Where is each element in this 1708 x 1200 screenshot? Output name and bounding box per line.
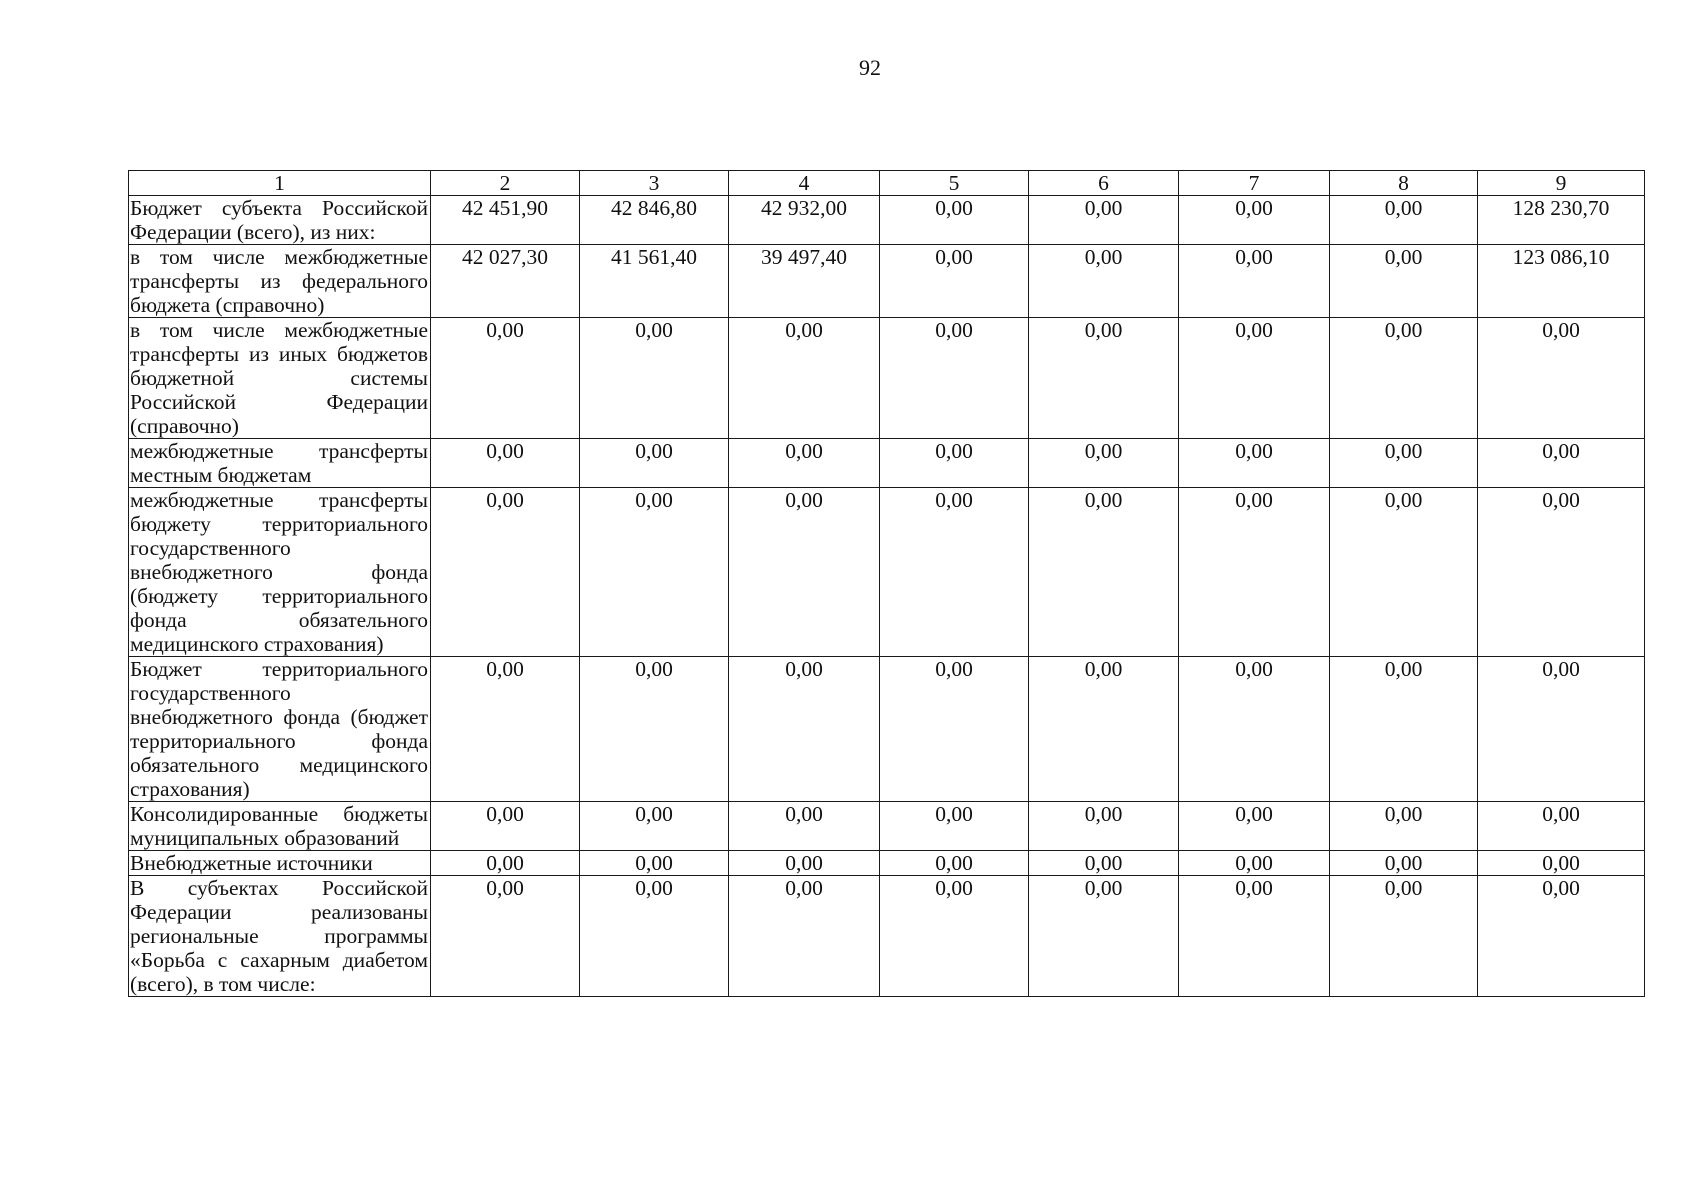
- table-row: [129, 802, 1645, 851]
- row-label: в том числе межбюджетные трансферты из федерального бюджета (справочно): [129, 245, 431, 318]
- column-header: 9: [1478, 171, 1645, 196]
- row-label: в том числе межбюджетные трансферты из иных бюджетов бюджетной системы Российской Федерации (справочно): [129, 318, 431, 439]
- column-header: 1: [129, 171, 431, 196]
- table-cell: 123 086,10: [1478, 245, 1645, 318]
- table-cell: 0,00: [1029, 196, 1179, 245]
- table-cell: 0,00: [1478, 439, 1645, 488]
- table-cell: 128 230,70: [1478, 196, 1645, 245]
- column-header: 8: [1330, 171, 1478, 196]
- table-cell: 0,00: [1179, 488, 1330, 657]
- table-row: [129, 851, 1645, 876]
- table-cell: 0,00: [1330, 851, 1478, 876]
- table-cell: 0,00: [1330, 488, 1478, 657]
- table-cell: 42 932,00: [729, 196, 880, 245]
- table-cell: 0,00: [1029, 318, 1179, 439]
- table-cell: 0,00: [880, 876, 1029, 997]
- table-cell: 0,00: [1029, 876, 1179, 997]
- table-cell: 0,00: [1029, 657, 1179, 802]
- page-number: 92: [859, 55, 881, 80]
- table-row: [129, 439, 1645, 488]
- table-cell: 0,00: [1330, 657, 1478, 802]
- table-cell: 0,00: [880, 657, 1029, 802]
- table-cell: 42 027,30: [431, 245, 580, 318]
- table-cell: 41 561,40: [580, 245, 729, 318]
- table-row: [129, 876, 1645, 997]
- table-cell: 0,00: [1179, 439, 1330, 488]
- table-cell: 0,00: [880, 245, 1029, 318]
- table-cell: 0,00: [880, 802, 1029, 851]
- table-cell: 0,00: [580, 488, 729, 657]
- column-header: 7: [1179, 171, 1330, 196]
- column-header: 4: [729, 171, 880, 196]
- table-row: [129, 488, 1645, 657]
- table-cell: 0,00: [1478, 657, 1645, 802]
- table-cell: 0,00: [1029, 802, 1179, 851]
- table-cell: 0,00: [1330, 318, 1478, 439]
- table-cell: 42 451,90: [431, 196, 580, 245]
- table-cell: 0,00: [431, 488, 580, 657]
- table-cell: 0,00: [580, 802, 729, 851]
- table-cell: 0,00: [1478, 318, 1645, 439]
- table-body: [129, 196, 1645, 997]
- table-cell: 0,00: [580, 851, 729, 876]
- row-label: Внебюджетные источники: [129, 851, 431, 876]
- table-cell: 0,00: [1478, 876, 1645, 997]
- table-row: [129, 245, 1645, 318]
- table-cell: 0,00: [1179, 245, 1330, 318]
- table-cell: 0,00: [1029, 851, 1179, 876]
- table-cell: 0,00: [880, 196, 1029, 245]
- table-cell: 0,00: [1179, 876, 1330, 997]
- column-header: 6: [1029, 171, 1179, 196]
- table-cell: 0,00: [431, 439, 580, 488]
- row-label: В субъектах Российской Федерации реализованы региональные программы «Борьба с сахарным диабетом (всего), в том числе:: [129, 876, 431, 997]
- table-cell: 0,00: [1179, 851, 1330, 876]
- table-cell: 0,00: [1330, 196, 1478, 245]
- column-header: 5: [880, 171, 1029, 196]
- column-header: 3: [580, 171, 729, 196]
- table-cell: 39 497,40: [729, 245, 880, 318]
- table-header: [129, 171, 1645, 196]
- row-label: Консолидированные бюджеты муниципальных образований: [129, 802, 431, 851]
- table-cell: 0,00: [580, 439, 729, 488]
- table-cell: 0,00: [580, 876, 729, 997]
- row-label: Бюджет территориального государственного внебюджетного фонда (бюджет территориального фонда обязательного медицинского страхования): [129, 657, 431, 802]
- table-cell: 0,00: [1478, 488, 1645, 657]
- table-cell: 0,00: [1179, 196, 1330, 245]
- table-cell: 0,00: [431, 318, 580, 439]
- row-label: межбюджетные трансферты бюджету территориального государственного внебюджетного фонда (бюджету территориального фонда обязательного медицинского страхования): [129, 488, 431, 657]
- table-cell: 0,00: [1179, 802, 1330, 851]
- table-cell: 0,00: [1330, 439, 1478, 488]
- table-cell: 0,00: [1029, 245, 1179, 318]
- row-label: Бюджет субъекта Российской Федерации (всего), из них:: [129, 196, 431, 245]
- table-cell: 0,00: [729, 657, 880, 802]
- table-cell: 0,00: [1029, 439, 1179, 488]
- table-cell: 0,00: [880, 439, 1029, 488]
- table-cell: 0,00: [880, 851, 1029, 876]
- table-cell: 0,00: [729, 851, 880, 876]
- table-cell: 0,00: [729, 488, 880, 657]
- table-cell: 0,00: [1330, 245, 1478, 318]
- table-row: [129, 657, 1645, 802]
- table-row: [129, 318, 1645, 439]
- table-cell: 0,00: [1478, 851, 1645, 876]
- table-cell: 0,00: [431, 657, 580, 802]
- table-cell: 0,00: [729, 802, 880, 851]
- column-header: 2: [431, 171, 580, 196]
- table-cell: 0,00: [1179, 318, 1330, 439]
- table-cell: 42 846,80: [580, 196, 729, 245]
- table-cell: 0,00: [729, 876, 880, 997]
- row-label: межбюджетные трансферты местным бюджетам: [129, 439, 431, 488]
- table-cell: 0,00: [431, 802, 580, 851]
- header-row: [129, 171, 1645, 196]
- table-cell: 0,00: [880, 488, 1029, 657]
- table-cell: 0,00: [580, 657, 729, 802]
- table-cell: 0,00: [431, 876, 580, 997]
- table-cell: 0,00: [729, 318, 880, 439]
- budget-table: [128, 170, 1645, 997]
- table-row: [129, 196, 1645, 245]
- table-cell: 0,00: [431, 851, 580, 876]
- table-cell: 0,00: [1179, 657, 1330, 802]
- table-cell: 0,00: [729, 439, 880, 488]
- table-cell: 0,00: [580, 318, 729, 439]
- table-cell: 0,00: [1478, 802, 1645, 851]
- table-cell: 0,00: [1029, 488, 1179, 657]
- table-cell: 0,00: [1330, 802, 1478, 851]
- table-cell: 0,00: [880, 318, 1029, 439]
- table-cell: 0,00: [1330, 876, 1478, 997]
